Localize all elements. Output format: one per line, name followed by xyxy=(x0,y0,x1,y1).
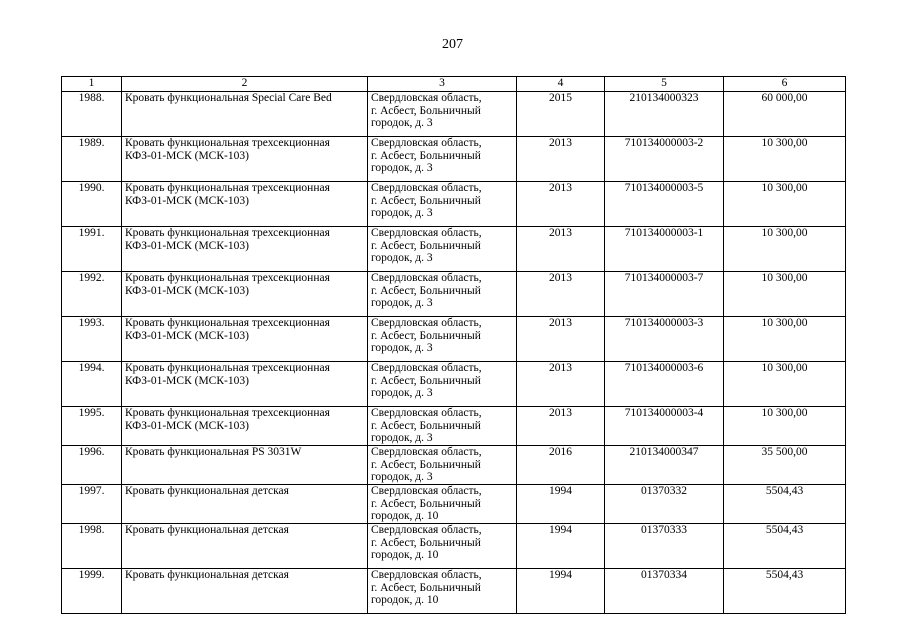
row-number: 1994. xyxy=(62,362,122,407)
table-row xyxy=(62,362,846,407)
inventory-number: 710134000003-4 xyxy=(605,407,724,446)
table-row xyxy=(62,227,846,272)
item-name: Кровать функциональная PS 3031W xyxy=(122,446,368,485)
address-line: Свердловская область, xyxy=(371,446,482,458)
item-name: Кровать функциональная трехсекционная КФЗ-01-МСК (МСК-103) xyxy=(122,317,368,362)
row-number: 1992. xyxy=(62,272,122,317)
table-row xyxy=(62,569,846,614)
row-number: 1989. xyxy=(62,137,122,182)
column-header-4: 4 xyxy=(517,77,605,92)
inventory-number: 01370332 xyxy=(605,485,724,524)
address-line: г. Асбест, Больничный xyxy=(371,239,481,252)
table-row xyxy=(62,137,846,182)
item-name: Кровать функциональная трехсекционная КФЗ-01-МСК (МСК-103) xyxy=(122,227,368,272)
address-line: городок, д. 3 xyxy=(371,252,433,264)
item-cost: 60 000,00 xyxy=(724,92,846,137)
address-line: Свердловская область, xyxy=(371,92,482,104)
address-line: городок, д. 3 xyxy=(371,387,433,399)
item-year: 1994 xyxy=(517,485,605,524)
column-header-1: 1 xyxy=(62,77,122,92)
inventory-number: 210134000323 xyxy=(605,92,724,137)
address-line: городок, д. 3 xyxy=(371,207,433,219)
row-number: 1990. xyxy=(62,182,122,227)
address-line: Свердловская область, xyxy=(371,569,482,581)
row-number: 1996. xyxy=(62,446,122,485)
item-name: Кровать функциональная трехсекционная КФЗ-01-МСК (МСК-103) xyxy=(122,137,368,182)
item-cost: 10 300,00 xyxy=(724,137,846,182)
address-line: городок, д. 3 xyxy=(371,162,433,174)
item-year: 2016 xyxy=(517,446,605,485)
row-number: 1988. xyxy=(62,92,122,137)
table-row xyxy=(62,446,846,485)
item-address xyxy=(368,227,517,272)
item-name: Кровать функциональная трехсекционная КФЗ-01-МСК (МСК-103) xyxy=(122,182,368,227)
item-cost: 10 300,00 xyxy=(724,362,846,407)
item-name: Кровать функциональная трехсекционная КФЗ-01-МСК (МСК-103) xyxy=(122,272,368,317)
header-row xyxy=(62,77,846,92)
address-line: Свердловская область, xyxy=(371,407,482,419)
address-line: городок, д. 3 xyxy=(371,117,433,129)
address-line: Свердловская область, xyxy=(371,524,482,536)
address-line: Свердловская область, xyxy=(371,227,482,239)
address-line: г. Асбест, Больничный xyxy=(371,329,481,342)
address-line: г. Асбест, Больничный xyxy=(371,497,481,510)
item-cost: 10 300,00 xyxy=(724,272,846,317)
column-header-3: 3 xyxy=(368,77,517,92)
item-address xyxy=(368,524,517,569)
table-row xyxy=(62,407,846,446)
item-name: Кровать функциональная детская xyxy=(122,524,368,569)
address-line: г. Асбест, Больничный xyxy=(371,104,481,117)
inventory-number: 710134000003-5 xyxy=(605,182,724,227)
page-number: 207 xyxy=(442,37,463,52)
address-line: Свердловская область, xyxy=(371,137,482,149)
item-address xyxy=(368,137,517,182)
item-address xyxy=(368,362,517,407)
inventory-number: 210134000347 xyxy=(605,446,724,485)
address-line: г. Асбест, Больничный xyxy=(371,149,481,162)
item-name: Кровать функциональная трехсекционная КФЗ-01-МСК (МСК-103) xyxy=(122,407,368,446)
item-name: Кровать функциональная детская xyxy=(122,485,368,524)
item-year: 2013 xyxy=(517,227,605,272)
item-address xyxy=(368,569,517,614)
item-cost: 10 300,00 xyxy=(724,182,846,227)
table-row xyxy=(62,485,846,524)
row-number: 1993. xyxy=(62,317,122,362)
address-line: городок, д. 10 xyxy=(371,510,439,522)
table-body xyxy=(62,92,846,614)
address-line: городок, д. 3 xyxy=(371,342,433,354)
item-address xyxy=(368,272,517,317)
address-line: городок, д. 3 xyxy=(371,432,433,444)
row-number: 1991. xyxy=(62,227,122,272)
inventory-number: 01370334 xyxy=(605,569,724,614)
address-line: городок, д. 3 xyxy=(371,471,433,483)
table-row xyxy=(62,92,846,137)
item-cost: 5504,43 xyxy=(724,524,846,569)
item-cost: 5504,43 xyxy=(724,485,846,524)
column-header-6: 6 xyxy=(724,77,846,92)
address-line: Свердловская область, xyxy=(371,317,482,329)
address-line: г. Асбест, Больничный xyxy=(371,536,481,549)
item-address xyxy=(368,446,517,485)
item-year: 1994 xyxy=(517,569,605,614)
inventory-number: 01370333 xyxy=(605,524,724,569)
item-address xyxy=(368,485,517,524)
address-line: г. Асбест, Больничный xyxy=(371,581,481,594)
item-address xyxy=(368,317,517,362)
inventory-table xyxy=(61,76,846,614)
column-header-2: 2 xyxy=(122,77,368,92)
item-year: 2013 xyxy=(517,182,605,227)
address-line: г. Асбест, Больничный xyxy=(371,194,481,207)
item-year: 2013 xyxy=(517,407,605,446)
item-address xyxy=(368,92,517,137)
column-header-5: 5 xyxy=(605,77,724,92)
inventory-number: 710134000003-7 xyxy=(605,272,724,317)
item-cost: 5504,43 xyxy=(724,569,846,614)
address-line: г. Асбест, Больничный xyxy=(371,458,481,471)
address-line: городок, д. 3 xyxy=(371,297,433,309)
table-row xyxy=(62,182,846,227)
address-line: г. Асбест, Больничный xyxy=(371,419,481,432)
address-line: г. Асбест, Больничный xyxy=(371,374,481,387)
item-name: Кровать функциональная детская xyxy=(122,569,368,614)
address-line: Свердловская область, xyxy=(371,485,482,497)
row-number: 1995. xyxy=(62,407,122,446)
inventory-number: 710134000003-3 xyxy=(605,317,724,362)
address-line: Свердловская область, xyxy=(371,182,482,194)
item-year: 2013 xyxy=(517,362,605,407)
address-line: Свердловская область, xyxy=(371,362,482,374)
inventory-number: 710134000003-6 xyxy=(605,362,724,407)
item-year: 2013 xyxy=(517,137,605,182)
item-name: Кровать функциональная трехсекционная КФЗ-01-МСК (МСК-103) xyxy=(122,362,368,407)
address-line: городок, д. 10 xyxy=(371,549,439,561)
item-year: 2015 xyxy=(517,92,605,137)
item-cost: 35 500,00 xyxy=(724,446,846,485)
table-row xyxy=(62,272,846,317)
address-line: городок, д. 10 xyxy=(371,594,439,606)
table-row xyxy=(62,317,846,362)
item-cost: 10 300,00 xyxy=(724,227,846,272)
item-year: 2013 xyxy=(517,272,605,317)
inventory-number: 710134000003-1 xyxy=(605,227,724,272)
item-cost: 10 300,00 xyxy=(724,407,846,446)
address-line: г. Асбест, Больничный xyxy=(371,284,481,297)
row-number: 1998. xyxy=(62,524,122,569)
row-number: 1999. xyxy=(62,569,122,614)
address-line: Свердловская область, xyxy=(371,272,482,284)
item-year: 2013 xyxy=(517,317,605,362)
item-address xyxy=(368,407,517,446)
item-name: Кровать функциональная Special Care Bed xyxy=(122,92,368,137)
item-year: 1994 xyxy=(517,524,605,569)
inventory-number: 710134000003-2 xyxy=(605,137,724,182)
table-row xyxy=(62,524,846,569)
row-number: 1997. xyxy=(62,485,122,524)
item-cost: 10 300,00 xyxy=(724,317,846,362)
item-address xyxy=(368,182,517,227)
